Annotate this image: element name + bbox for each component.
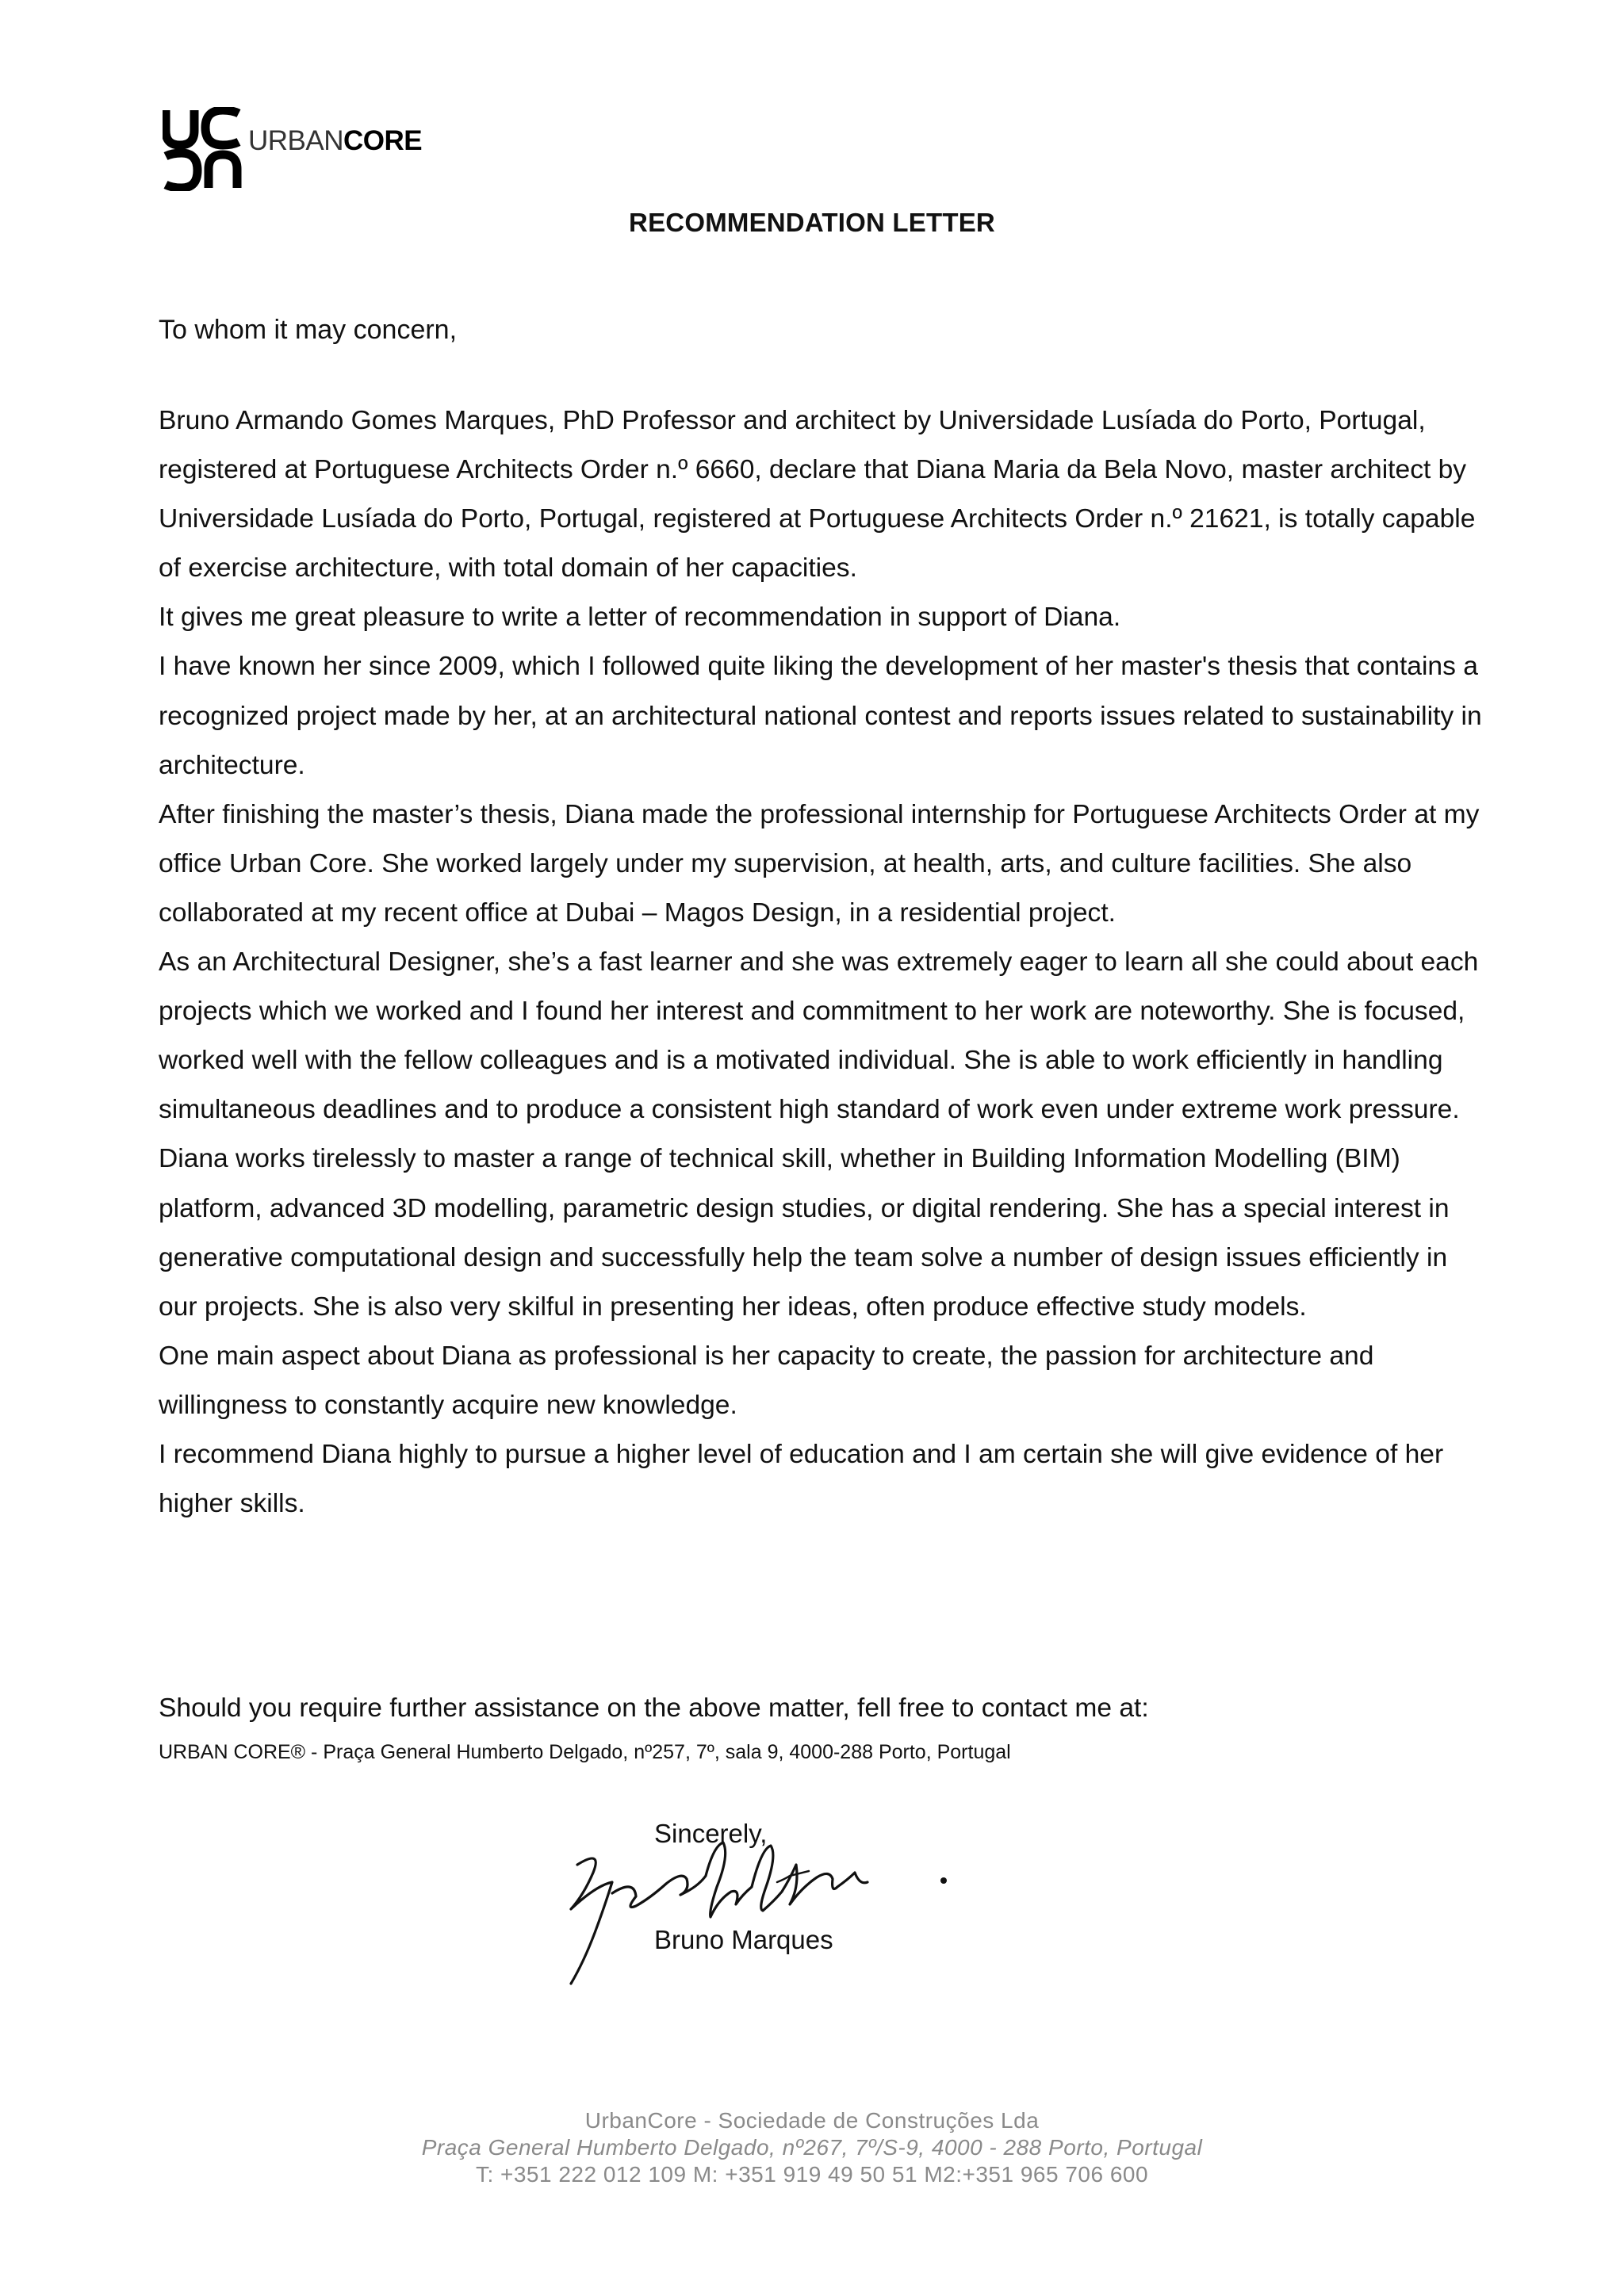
- signer-name: Bruno Marques: [654, 1925, 833, 1954]
- footer-phones: T: +351 222 012 109 M: +351 919 49 50 51 M2:+351 965 706 600: [475, 2162, 1149, 2187]
- handwritten-signature: [547, 1831, 959, 1990]
- letterhead-footer: [0, 2107, 1624, 2188]
- letter-title: RECOMMENDATION LETTER: [629, 208, 995, 237]
- logo-wordmark-urban: URBAN: [248, 125, 344, 156]
- contact-address: URBAN CORE® - Praça General Humberto Delgado, nº257, 7º, sala 9, 4000-288 Porto, Portugal: [159, 1741, 1011, 1763]
- company-logo: [163, 107, 422, 191]
- paragraph-internship: After finishing the master’s thesis, Diana made the professional internship for Portuguese Architects Order at my office Urban Core. She worked largely under my supervision, at health, arts, and culture facilities. She also collaborated at my recent office at Dubai – Magos Design, in a residential project.: [159, 799, 1480, 928]
- urbancore-logo-mark: [163, 107, 245, 191]
- paragraph-technical-skills: Diana works tirelessly to master a range of technical skill, whether in Building Information Modelling (BIM) platform, advanced 3D modelling, parametric design studies, or digital rendering. She has a special interest in generative computational design and successfully help the team solve a number of design issues efficiently in our projects. She is also very skilful in presenting her ideas, often produce effective study models.: [159, 1144, 1450, 1322]
- footer-address: Praça General Humberto Delgado, nº267, 7º/S-9, 4000 - 288 Porto, Portugal: [421, 2135, 1203, 2160]
- paragraph-recommendation: I recommend Diana highly to pursue a higher level of education and I am certain she will give evidence of her higher skills.: [159, 1439, 1444, 1519]
- letter-greeting: To whom it may concern,: [159, 315, 458, 345]
- paragraph-main-aspect: One main aspect about Diana as professional is her capacity to create, the passion for architecture and willingness to constantly acquire new knowledge.: [159, 1341, 1374, 1420]
- paragraph-pleasure: It gives me great pleasure to write a letter of recommendation in support of Diana.: [159, 603, 1121, 633]
- contact-lead: Should you require further assistance on the above matter, fell free to contact me at:: [159, 1693, 1149, 1723]
- logo-wordmark-core: CORE: [343, 125, 423, 156]
- paragraph-introduction: Bruno Armando Gomes Marques, PhD Professor and architect by Universidade Lusíada do Porto, Portugal, registered at Portuguese Architects Order n.º 6660, declare that Diana Maria da Bela Novo, master architect by Universidade Lusíada do Porto, Portugal, registered at Portuguese Architects Order n.º 21621, is totally capable of exercise architecture, with total domain of her capacities.: [159, 406, 1476, 584]
- closing-sincerely: Sincerely,: [654, 1819, 768, 1848]
- logo-wordmark: [248, 127, 422, 155]
- paragraph-known-since: I have known her since 2009, which I followed quite liking the development of her master's thesis that contains a recognized project made by her, at an architectural national contest and reports issues related to sustainability in architecture.: [159, 652, 1482, 780]
- letter-body: [159, 396, 1484, 1529]
- paragraph-designer-qualities: As an Architectural Designer, she’s a fast learner and she was extremely eager to learn all she could about each projects which we worked and I found her interest and commitment to her work are noteworthy. She is focused, worked well with the fellow colleagues and is a motivated individual. She is able to work efficiently in handling simultaneous deadlines and to produce a consistent high standard of work even under extreme work pressure.: [159, 947, 1479, 1125]
- footer-company: UrbanCore - Sociedade de Construções Lda: [584, 2108, 1040, 2133]
